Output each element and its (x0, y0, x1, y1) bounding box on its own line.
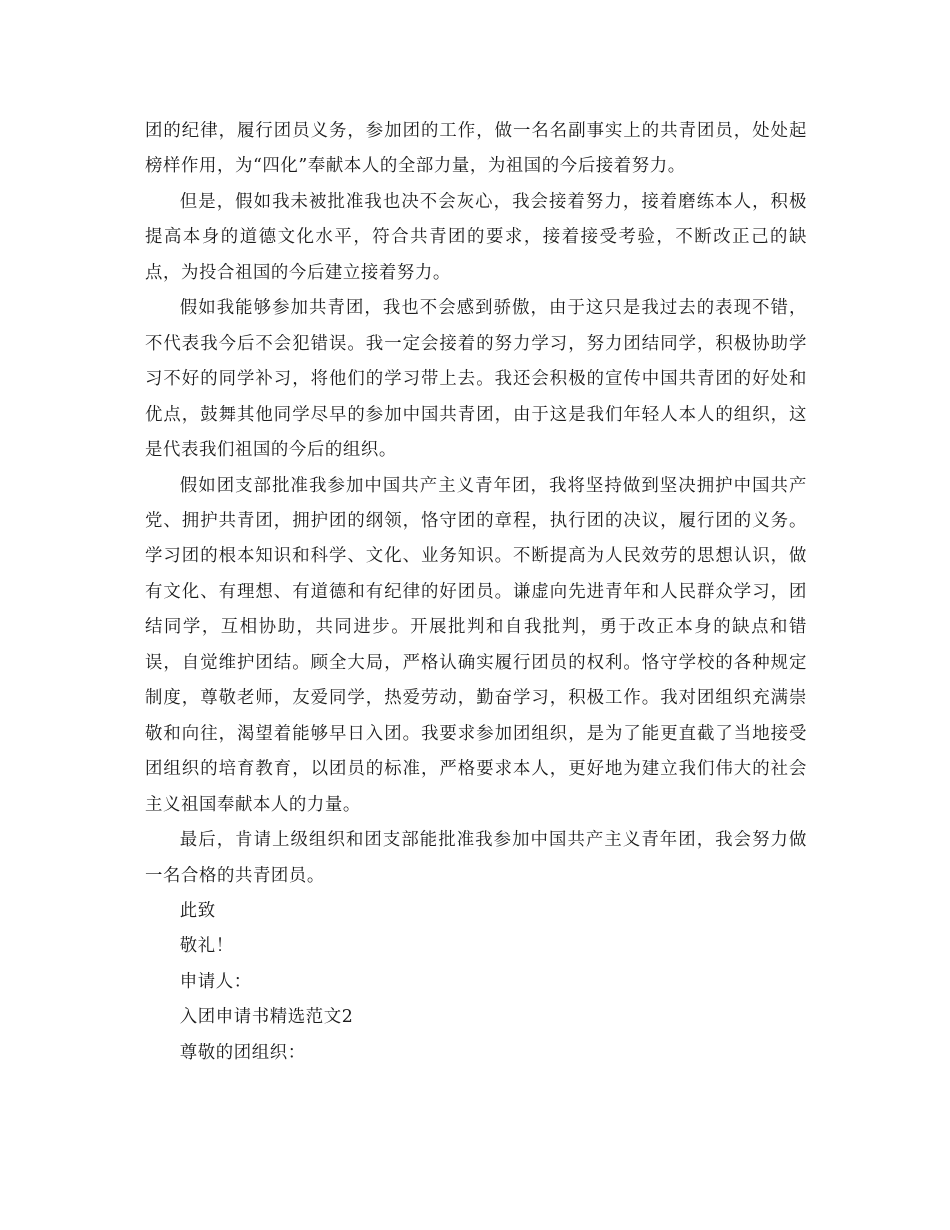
salutation-line: 此致 (179, 900, 216, 921)
paragraph: 假如团支部批准我参加中国共产主义青年团，我将坚持做到坚决拥护中国共产党、拥护共青团，拥护团的纲领，恪守团的章程，执行团的决议，履行团的义务。学习团的根本知识和科学、文化、业务知识。不断提高为人民效劳的思想认识，做有文化、有理想、有道德和有纪律的好团员。谦虚向先进青年和人民群众学习，团结同学，互相协助，共同进步。开展批判和自我批判，勇于改正本身的缺点和错误，自觉维护团结。顾全大局，严格认确实履行团员的权利。恪守学校的各种规定制度，尊敬老师，友爱同学，热爱劳动，勤奋学习，积极工作。我对团组织充满崇敬和向往，渴望着能够早日入团。我要求参加团组织，是为了能更直截了当地接受团组织的培育教育，以团员的标准，严格要求本人，更好地为建立我们伟大的社会主义祖国奉献本人的力量。 (145, 475, 807, 815)
paragraph: 但是，假如我未被批准我也决不会灰心，我会接着努力，接着磨练本人，积极提高本身的道德文化水平，符合共青团的要求，接着接受考验，不断改正己的缺点，为投合祖国的今后建立接着努力。 (145, 191, 807, 283)
paragraph: 最后，肯请上级组织和团支部能批准我参加中国共产主义青年团，我会努力做一名合格的共青团员。 (145, 830, 807, 886)
paragraph: 团的纪律，履行团员义务，参加团的工作，做一名名副事实上的共青团员，处处起榜样作用，为“四化”奉献本人的全部力量，为祖国的今后接着努力。 (145, 121, 807, 177)
greeting-line: 尊敬的团组织： (179, 1042, 306, 1063)
section-title: 入团申请书精选范文2 (179, 1007, 354, 1028)
document-body (145, 114, 807, 1071)
closing-line: 敬礼！ (179, 936, 234, 957)
paragraph: 假如我能够参加共青团，我也不会感到骄傲，由于这只是我过去的表现不错，不代表我今后不会犯错误。我一定会接着的努力学习，努力团结同学，积极协助学习不好的同学补习，将他们的学习带上去。我还会积极的宣传中国共青团的好处和优点，鼓舞其他同学尽早的参加中国共青团，由于这是我们年轻人本人的组织，这是代表我们祖国的今后的组织。 (145, 298, 807, 461)
applicant-line: 申请人： (179, 971, 252, 992)
